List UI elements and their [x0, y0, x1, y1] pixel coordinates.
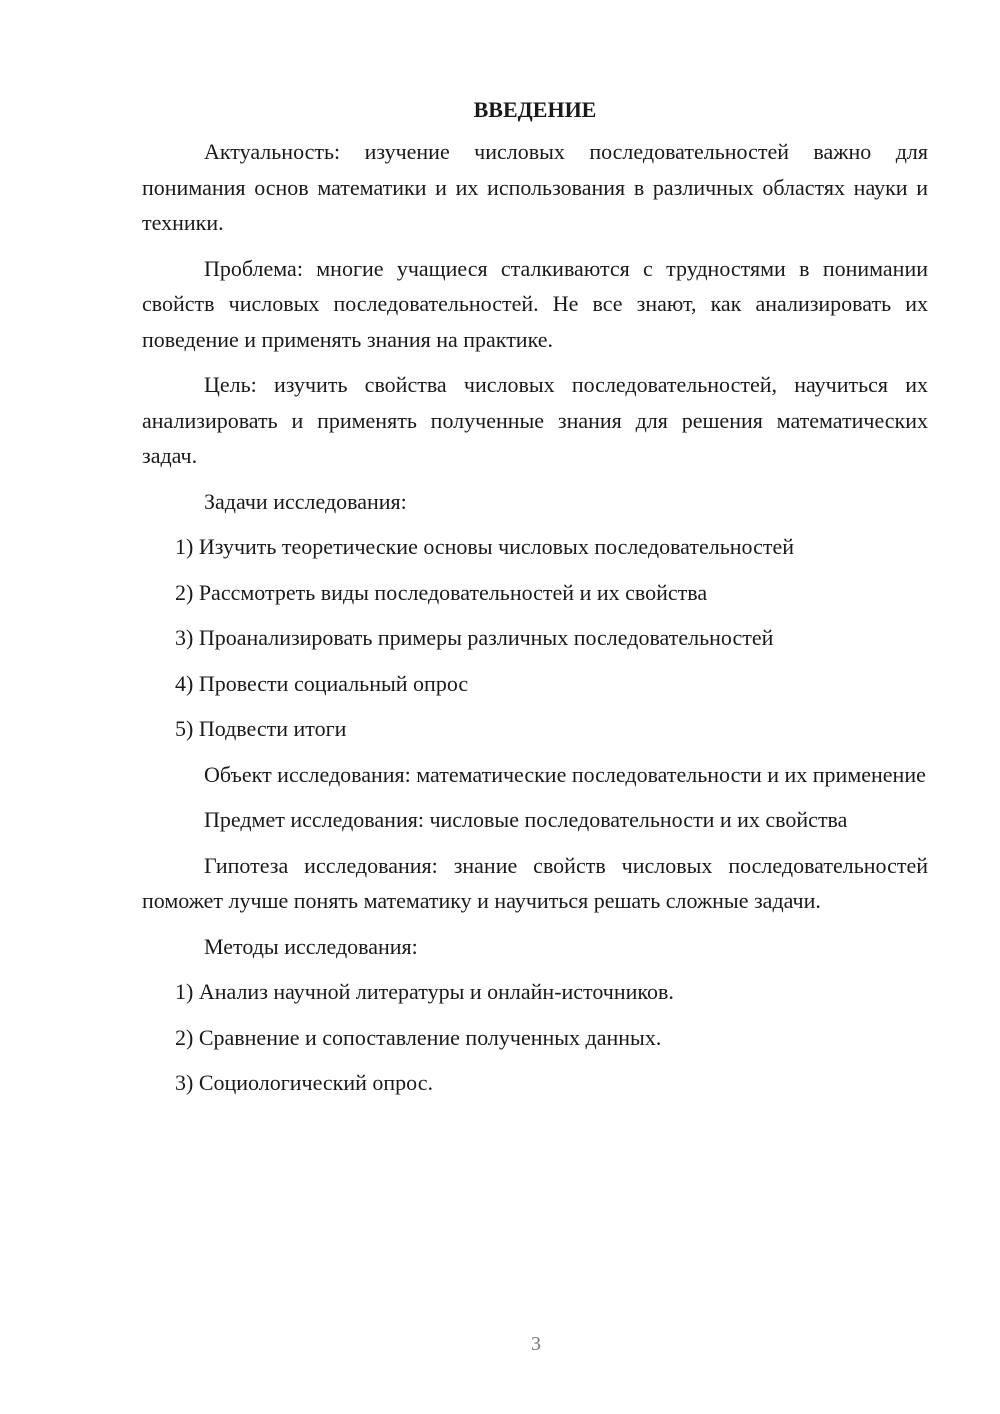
hypothesis-paragraph: Гипотеза исследования: знание свойств числовых последовательностей поможет лучше понять математику и научиться решать сложные задачи. [142, 852, 928, 913]
page-number: 3 [531, 1333, 541, 1355]
subject-paragraph: Предмет исследования: числовые последовательности и их свойства [204, 807, 848, 832]
problem-paragraph: Проблема: многие учащиеся сталкиваются с трудностями в понимании свойств числовых последовательностей. Не все знают, как анализировать их поведение и применять знания на практике. [142, 255, 928, 352]
task-item: 3) Проанализировать примеры различных последовательностей [175, 625, 774, 650]
task-item: 2) Рассмотреть виды последовательностей и их свойства [175, 579, 708, 605]
task-item: 4) Провести социальный опрос [175, 670, 469, 696]
page-title: ВВЕДЕНИЕ [473, 97, 597, 122]
method-item: 1) Анализ научной литературы и онлайн-источников. [175, 979, 674, 1004]
task-item: 1) Изучить теоретические основы числовых последовательностей [175, 534, 794, 559]
document-page [142, 92, 928, 1111]
goal-paragraph: Цель: изучить свойства числовых последовательностей, научиться их анализировать и применять полученные знания для решения математических задач. [142, 372, 928, 468]
method-item: 3) Социологический опрос. [175, 1070, 433, 1095]
relevance-paragraph: Актуальность: изучение числовых последовательностей важно для понимания основ математики и их использования в различных областях науки и техники. [142, 139, 928, 235]
object-paragraph: Объект исследования: математические последовательности и их применение [204, 761, 926, 787]
tasks-heading: Задачи исследования: [204, 488, 407, 514]
method-item: 2) Сравнение и сопоставление полученных данных. [175, 1024, 662, 1050]
methods-heading: Методы исследования: [204, 933, 418, 959]
task-item: 5) Подвести итоги [175, 716, 347, 741]
